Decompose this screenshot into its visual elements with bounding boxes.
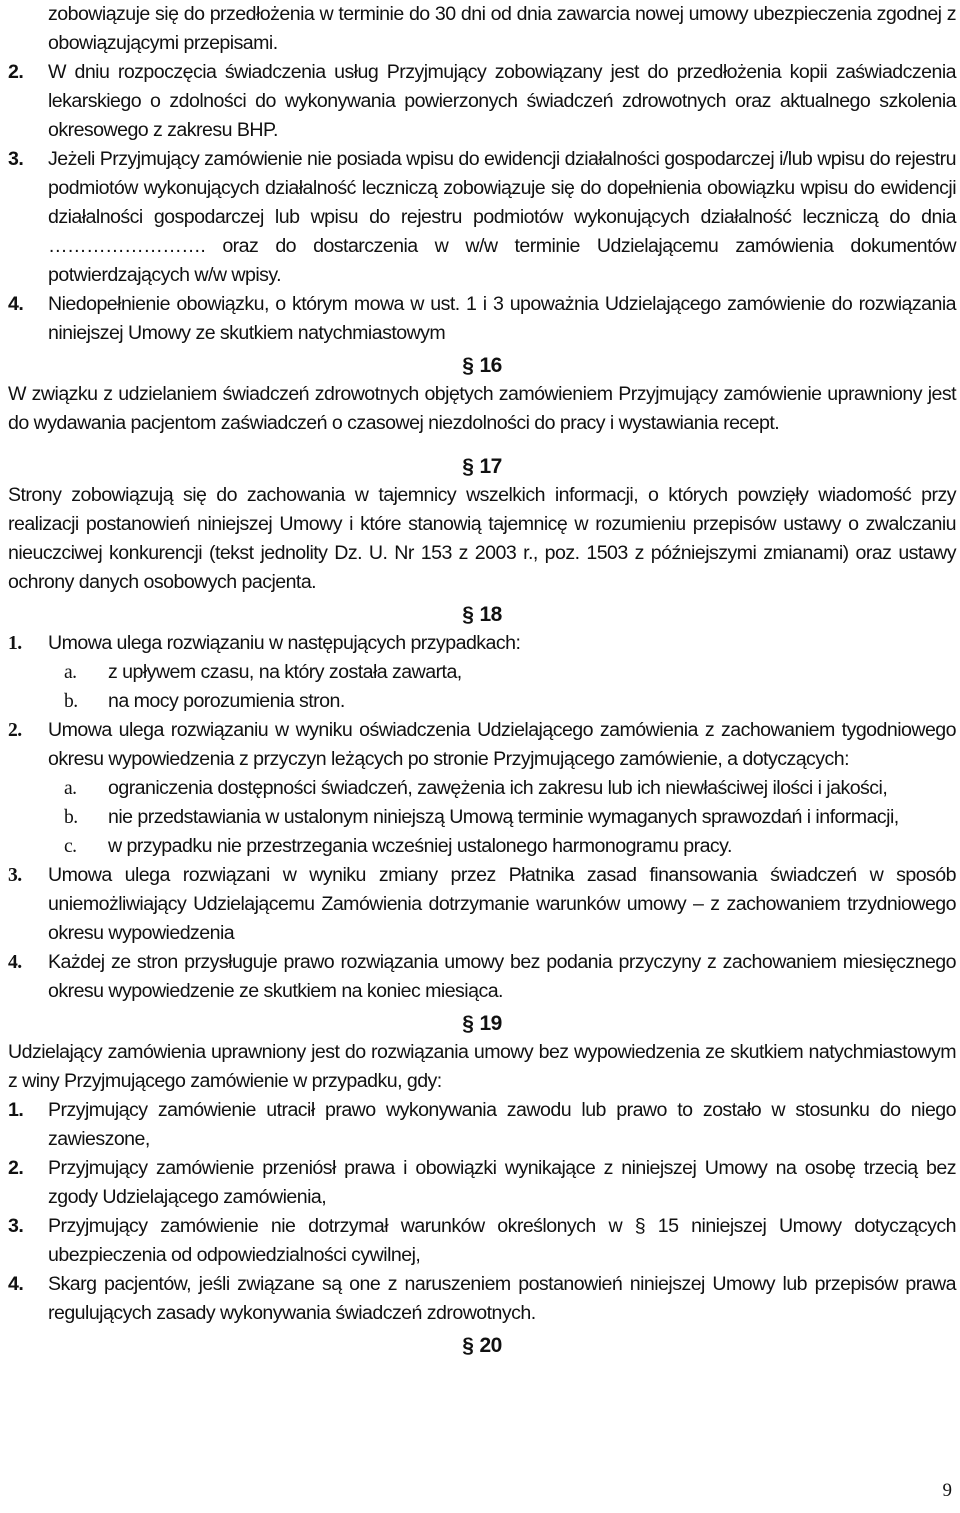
section-18-item-4	[8, 948, 956, 1006]
section-18-item-2b	[8, 803, 956, 832]
paragraph-number: 4.	[8, 293, 24, 315]
item-number: 3.	[8, 865, 22, 886]
section-number: 17	[479, 455, 502, 478]
section-number: 19	[479, 1012, 502, 1035]
section-18-item-1a	[8, 658, 956, 687]
item-text: Umowa ulega rozwiązaniu w wyniku oświadczenia Udzielającego zamówienia z zachowaniem tygodniowego okresu wypowiedzenia z przyczyn leżących po stronie Przyjmującego zamówienie, a dotyczących:	[48, 719, 956, 770]
section-mark: §	[462, 603, 474, 626]
sub-letter: a.	[64, 662, 77, 683]
item-text: Przyjmujący zamówienie utracił prawo wykonywania zawodu lub prawo to zostało w stosunku do niego zawieszone,	[48, 1099, 956, 1150]
section-18-item-1	[8, 629, 956, 658]
continuation-paragraph: zobowiązuje się do przedłożenia w terminie do 30 dni od dnia zawarcia nowej umowy ubezpieczenia zgodnej z obowiązującymi przepisami.	[48, 3, 956, 54]
section-19-item-3	[8, 1212, 956, 1270]
section-mark: §	[462, 455, 474, 478]
item-number: 3.	[8, 1215, 24, 1237]
item-text: Umowa ulega rozwiązaniu w następujących przypadkach:	[48, 632, 521, 654]
paragraph-text: Niedopełnienie obowiązku, o którym mowa w ust. 1 i 3 upoważnia Udzielającego zamówienie do rozwiązania niniejszej Umowy ze skutkiem natychmiastowym	[48, 293, 956, 344]
item-number: 2.	[8, 1157, 24, 1179]
sub-letter: b.	[64, 691, 78, 712]
paragraph-number: 2.	[8, 61, 24, 83]
section-mark: §	[462, 1334, 474, 1357]
section-heading-19	[8, 1009, 956, 1038]
section-19-item-2	[8, 1154, 956, 1212]
paragraph-4	[8, 290, 956, 348]
section-16-text: W związku z udzielaniem świadczeń zdrowotnych objętych zamówieniem Przyjmujący zamówienie uprawniony jest do wydawania pacjentom zaświadczeń o czasowej niezdolności do pracy i wystawiania recept.	[8, 383, 956, 434]
sub-letter: a.	[64, 778, 77, 799]
paragraph-3	[8, 145, 956, 290]
item-text: Przyjmujący zamówienie nie dotrzymał warunków określonych w § 15 niniejszej Umowy dotyczących ubezpieczenia od odpowiedzialności cywilnej,	[48, 1215, 956, 1266]
section-number: 16	[479, 354, 502, 377]
sub-text: ograniczenia dostępności świadczeń, zawężenia ich zakresu lub ich niewłaściwej ilości i jakości,	[108, 777, 888, 799]
section-mark: §	[462, 354, 474, 377]
item-text: Umowa ulega rozwiązani w wyniku zmiany przez Płatnika zasad finansowania świadczeń w sposób uniemożliwiający Udzielającemu Zamówienia dotrzymanie warunków umowy – z zachowaniem trzydniowego okresu wypowiedzenia	[48, 864, 956, 944]
item-number: 1.	[8, 633, 22, 654]
item-text: Każdej ze stron przysługuje prawo rozwiązania umowy bez podania przyczyny z zachowaniem miesięcznego okresu wypowiedzenie ze skutkiem na koniec miesiąca.	[48, 951, 956, 1002]
item-number: 4.	[8, 1273, 24, 1295]
section-19-item-1	[8, 1096, 956, 1154]
section-18-item-2	[8, 716, 956, 774]
item-text: Przyjmujący zamówienie przeniósł prawa i obowiązki wynikające z niniejszej Umowy na osobę trzecią bez zgody Udzielającego zamówienia,	[48, 1157, 956, 1208]
page-number: 9	[942, 1480, 952, 1501]
section-heading-20	[8, 1331, 956, 1360]
paragraph-number: 3.	[8, 148, 24, 170]
section-18-item-2a	[8, 774, 956, 803]
sub-letter: c.	[64, 836, 77, 857]
document-page	[8, 0, 956, 1360]
sub-text: w przypadku nie przestrzegania wcześniej ustalonego harmonogramu pracy.	[108, 835, 732, 857]
section-17-text: Strony zobowiązują się do zachowania w tajemnicy wszelkich informacji, o których powzięły wiadomość przy realizacji postanowień niniejszej Umowy i które stanowią tajemnicę w rozumieniu przepisów ustawy o zwalczaniu nieuczciwej konkurencji (tekst jednolity Dz. U. Nr 153 z 2003 r., poz. 1503 z późniejszymi zmianami) oraz ustawy ochrony danych osobowych pacjenta.	[8, 484, 956, 593]
sub-text: nie przedstawiania w ustalonym niniejszą Umową terminie wymaganych sprawozdań i informacji,	[108, 806, 899, 828]
section-mark: §	[462, 1012, 474, 1035]
paragraph-text: Jeżeli Przyjmujący zamówienie nie posiada wpisu do ewidencji działalności gospodarczej i/lub wpisu do rejestru podmiotów wykonujących działalność leczniczą zobowiązuje się do dopełnienia obowiązku wpisu do ewidencji działalności gospodarczej lub wpisu do rejestru podmiotów wykonujących działalność leczniczą do dnia ……………………. oraz do dostarczenia w w/w terminie Udzielającemu zamówienia dokumentów potwierdzających w/w wpisy.	[48, 148, 956, 286]
section-number: 18	[479, 603, 502, 626]
section-18-item-1b	[8, 687, 956, 716]
paragraph-2	[8, 58, 956, 145]
section-18-item-3	[8, 861, 956, 948]
paragraph-text: W dniu rozpoczęcia świadczenia usług Przyjmujący zobowiązany jest do przedłożenia kopii zaświadczenia lekarskiego o zdolności do wykonywania powierzonych świadczeń zdrowotnych oraz aktualnego szkolenia okresowego z zakresu BHP.	[48, 61, 956, 141]
section-heading-17	[8, 452, 956, 481]
sub-text: na mocy porozumienia stron.	[108, 690, 345, 712]
section-heading-16	[8, 351, 956, 380]
item-number: 1.	[8, 1099, 24, 1121]
sub-text: z upływem czasu, na który została zawarta,	[108, 661, 462, 683]
section-19-intro: Udzielający zamówienia uprawniony jest do rozwiązania umowy bez wypowiedzenia ze skutkiem natychmiastowym z winy Przyjmującego zamówienie w przypadku, gdy:	[8, 1041, 956, 1092]
section-19-item-4	[8, 1270, 956, 1328]
item-number: 4.	[8, 952, 22, 973]
sub-letter: b.	[64, 807, 78, 828]
section-heading-18	[8, 600, 956, 629]
section-number: 20	[479, 1334, 502, 1357]
section-18-item-2c	[8, 832, 956, 861]
item-text: Skarg pacjentów, jeśli związane są one z naruszeniem postanowień niniejszej Umowy lub przepisów prawa regulujących zasady wykonywania świadczeń zdrowotnych.	[48, 1273, 956, 1324]
item-number: 2.	[8, 720, 22, 741]
